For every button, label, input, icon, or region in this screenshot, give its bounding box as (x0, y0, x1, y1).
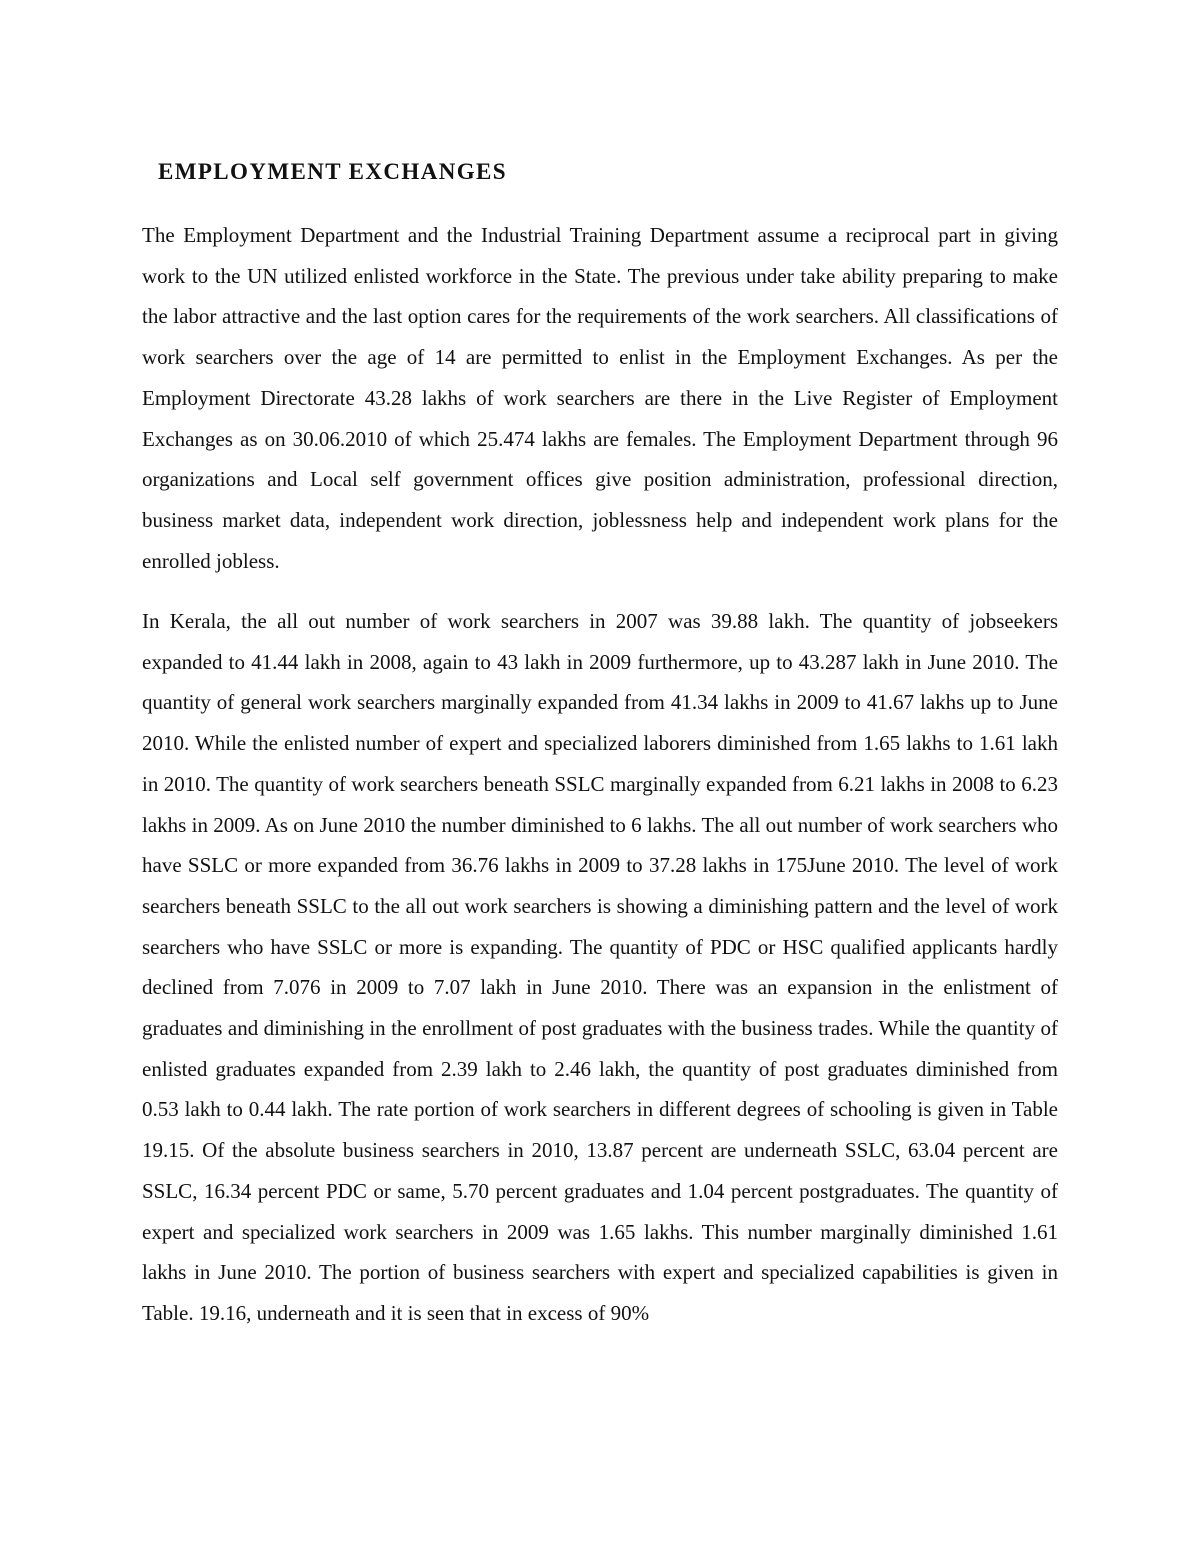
paragraph-employment-departments: The Employment Department and the Industrial Training Department assume a reciprocal part in giving work to the UN utilized enlisted workforce in the State. The previous under take ability preparing to make the labor attractive and the last option cares for the requirements of the work searchers. All classifications of work searchers over the age of 14 are permitted to enlist in the Employment Exchanges. As per the Employment Directorate 43.28 lakhs of work searchers are there in the Live Register of Employment Exchanges as on 30.06.2010 of which 25.474 lakhs are females. The Employment Department through 96 organizations and Local self government offices give position administration, professional direction, business market data, independent work direction, joblessness help and independent work plans for the enrolled jobless. (142, 223, 1058, 573)
paragraph-kerala-work-searchers: In Kerala, the all out number of work searchers in 2007 was 39.88 lakh. The quantity of jobseekers expanded to 41.44 lakh in 2008, again to 43 lakh in 2009 furthermore, up to 43.287 lakh in June 2010. The quantity of general work searchers marginally expanded from 41.34 lakhs in 2009 to 41.67 lakhs up to June 2010. While the enlisted number of expert and specialized laborers diminished from 1.65 lakhs to 1.61 lakh in 2010. The quantity of work searchers beneath SSLC marginally expanded from 6.21 lakhs in 2008 to 6.23 lakhs in 2009. As on June 2010 the number diminished to 6 lakhs. The all out number of work searchers who have SSLC or more expanded from 36.76 lakhs in 2009 to 37.28 lakhs in 175June 2010. The level of work searchers beneath SSLC to the all out work searchers is showing a diminishing pattern and the level of work searchers who have SSLC or more is expanding. The quantity of PDC or HSC qualified applicants hardly declined from 7.076 in 2009 to 7.07 lakh in June 2010. There was an expansion in the enlistment of graduates and diminishing in the enrollment of post graduates with the business trades. While the quantity of enlisted graduates expanded from 2.39 lakh to 2.46 lakh, the quantity of post graduates diminished from 0.53 lakh to 0.44 lakh. The rate portion of work searchers in different degrees of schooling is given in Table 19.15. Of the absolute business searchers in 2010, 13.87 percent are underneath SSLC, 63.04 percent are SSLC, 16.34 percent PDC or same, 5.70 percent graduates and 1.04 percent postgraduates. The quantity of expert and specialized work searchers in 2009 was 1.65 lakhs. This number marginally diminished 1.61 lakhs in June 2010. The portion of business searchers with expert and specialized capabilities is given in Table. 19.16, underneath and it is seen that in excess of 90% (142, 609, 1058, 1325)
page-title: EMPLOYMENT EXCHANGES (158, 159, 507, 184)
